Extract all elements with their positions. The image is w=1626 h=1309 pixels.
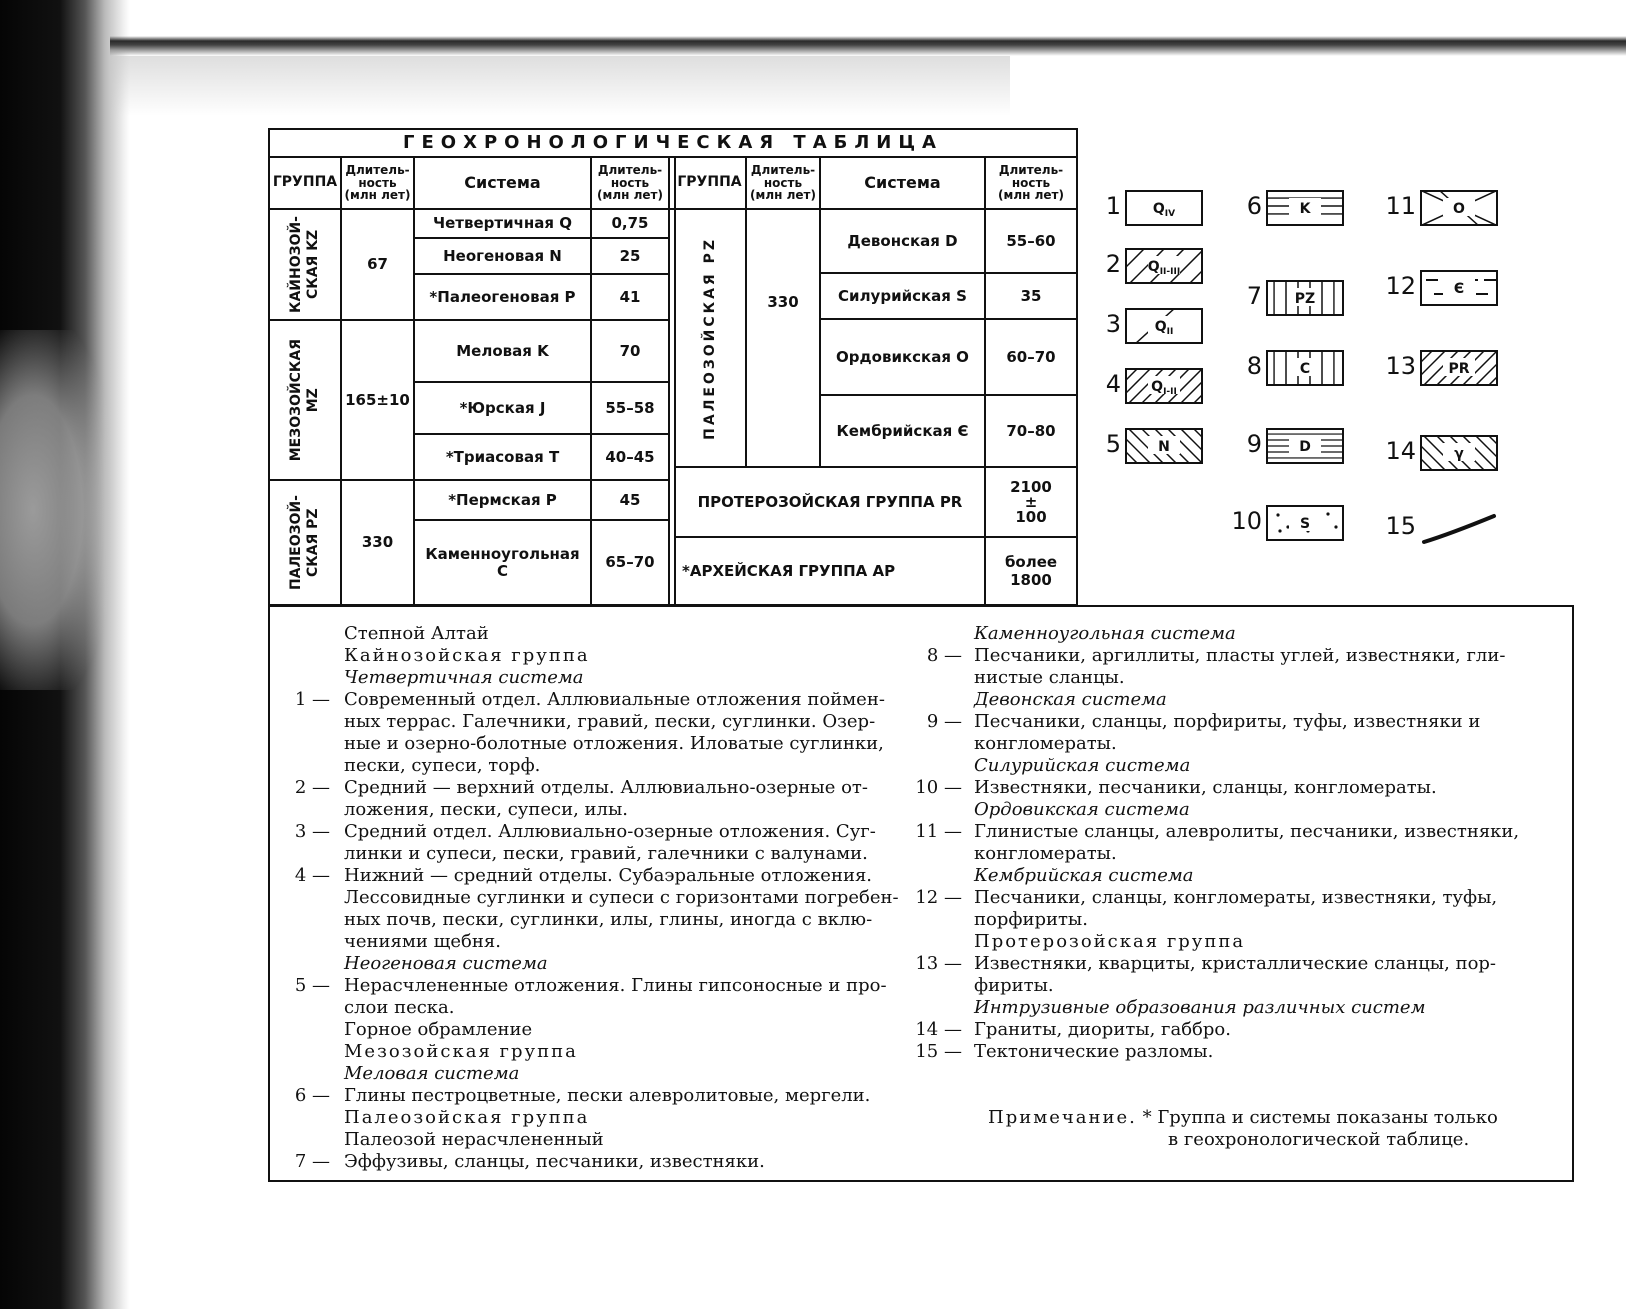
legend-line (922, 997, 1562, 1019)
legend-text: Кайнозойская группа (344, 645, 590, 666)
legend-text: Четвертичная система (344, 667, 584, 688)
legend-line (284, 777, 924, 799)
group-mesozoic-duration: 165±10 (345, 390, 410, 409)
legend-symbol-plain (1125, 190, 1203, 226)
group-mesozoic: МЕЗОЗОЙСКАЯ MZ (288, 338, 321, 462)
legend-text: Палеозойская группа (344, 1107, 590, 1128)
legend-text: Протерозойская группа (974, 931, 1246, 952)
legend-line (284, 909, 924, 931)
system-silurian: Силурийская S (838, 286, 967, 305)
legend-line (284, 1041, 924, 1063)
legend-right-column (915, 623, 1562, 1063)
group-paleozoic-left: ПАЛЕОЗОЙ- СКАЯ PZ (288, 494, 321, 591)
system-ordovician: Ордовикская O (836, 347, 969, 366)
legend-text: Девонская система (974, 689, 1167, 710)
legend-text: Глины пестроцветные, пески алевролитовые, мергели. (344, 1085, 871, 1106)
legend-text: Средний — верхний отделы. Аллювиально-озерные от- (344, 777, 868, 798)
legend-text: Интрузивные образования различных систем (974, 997, 1426, 1018)
legend-line (915, 777, 1562, 799)
legend-symbol-number: 3 (1105, 310, 1121, 338)
scan-shadow-top (110, 36, 1626, 56)
legend-line (284, 689, 924, 711)
legend-line (922, 975, 1562, 997)
legend-text: Песчаники, аргиллиты, пласты углей, известняки, гли- (974, 645, 1506, 666)
svg-text:C: C (1299, 361, 1311, 377)
legend-symbol-number: 11 (1385, 192, 1416, 220)
group-proterozoic: ПРОТЕРОЗОЙСКАЯ ГРУППА PR (697, 492, 963, 511)
legend-number: 3 — (294, 821, 330, 842)
geochronological-table (268, 128, 1078, 606)
svg-text:PZ: PZ (1294, 291, 1316, 307)
legend-line (915, 953, 1562, 975)
legend-symbol-number: 7 (1246, 282, 1262, 310)
legend-text: ных террас. Галечники, гравий, пески, суглинки. Озер- (344, 711, 876, 732)
legend-symbol-number: 14 (1385, 437, 1416, 465)
legend-number: 4 — (294, 865, 330, 886)
legend-text: Горное обрамление (344, 1019, 533, 1040)
legend-symbol-hatch-dense (1125, 368, 1203, 404)
legend-number: 12 — (915, 887, 962, 908)
legend-number: 9 — (926, 711, 962, 732)
header-duration-2: Длитель- ность (млн лет) (597, 163, 663, 203)
system-neogene: Неогеновая N (443, 246, 562, 265)
legend-text: Нерасчлененные отложения. Глины гипсоносные и про- (344, 975, 887, 996)
svg-text:QII-III: $Q_{II-III}$ (1147, 259, 1181, 277)
note-label: Примечание. (988, 1107, 1137, 1128)
legend-number: 6 — (294, 1085, 330, 1106)
system-silurian-duration: 35 (1020, 286, 1042, 305)
system-paleogene-duration: 41 (619, 287, 641, 306)
legend-text: Лессовидные суглинки и супеси с горизонтами погребен- (344, 887, 899, 908)
svg-text:D: D (1299, 439, 1311, 455)
legend-text: Граниты, диориты, габбро. (974, 1019, 1231, 1040)
legend-text: пески, супеси, торф. (344, 755, 541, 776)
legend-line (284, 755, 924, 777)
header-duration-right-2: Длитель- ность (млн лет) (998, 163, 1064, 203)
system-jurassic-duration: 55–58 (605, 398, 655, 417)
legend-line (284, 1107, 924, 1129)
svg-text:Є: Є (1453, 281, 1465, 297)
legend-text: Известняки, кварциты, кристаллические сланцы, пор- (974, 953, 1497, 974)
legend-line (922, 909, 1562, 931)
legend-line (915, 1041, 1562, 1063)
scan-smudge (0, 330, 110, 690)
legend-line (915, 887, 1562, 909)
note-line1: * Группа и системы показаны только (1142, 1107, 1498, 1128)
note-line2: в геохронологической таблице. (1168, 1129, 1470, 1150)
legend-line (922, 843, 1562, 865)
legend-line (284, 1085, 924, 1107)
scan-shadow-top-fade (110, 56, 1010, 116)
group-proterozoic-duration: 2100 ± 100 (1010, 477, 1052, 526)
svg-text:S: S (1299, 516, 1311, 532)
legend-symbol-backhatch (1125, 428, 1203, 464)
svg-text:QI-II: $Q_{I-II}$ (1151, 379, 1177, 397)
legend-symbol-vertical-lines (1266, 280, 1344, 316)
legend-text: Каменноугольная система (974, 623, 1236, 644)
legend-symbol-number: 12 (1385, 272, 1416, 300)
legend-symbol-number: 9 (1246, 430, 1262, 458)
legend-text: Глинистые сланцы, алевролиты, песчаники, известняки, (974, 821, 1520, 842)
system-carboniferous: Каменноугольная C (425, 545, 580, 580)
header-system-right: Система (864, 173, 941, 193)
system-cambrian: Кембрийская Є (836, 421, 969, 440)
legend-text: Силурийская система (974, 755, 1191, 776)
system-neogene-duration: 25 (619, 246, 641, 265)
legend-number: 7 — (294, 1151, 330, 1172)
legend-symbol-cross (1420, 190, 1498, 226)
legend-text: Меловая система (344, 1063, 520, 1084)
legend-line (284, 1151, 924, 1173)
system-cretaceous: Меловая K (456, 341, 549, 360)
header-group-right: ГРУППА (677, 174, 742, 191)
legend-line (922, 931, 1562, 953)
header-duration-right: Длитель- ность (млн лет) (750, 163, 816, 203)
legend-text: линки и супеси, пески, гравий, галечники с валунами. (344, 843, 868, 864)
svg-text:γ: γ (1454, 446, 1464, 462)
legend-line (284, 667, 924, 689)
legend-line (922, 667, 1562, 689)
system-permian: *Пермская P (448, 490, 557, 509)
legend-text: Песчаники, сланцы, порфириты, туфы, известняки и (974, 711, 1481, 732)
legend-line (284, 1063, 924, 1085)
legend-text: чениями щебня. (344, 931, 501, 952)
legend-symbol-number: 5 (1105, 430, 1121, 458)
system-ordovician-duration: 60–70 (1006, 347, 1056, 366)
group-paleozoic-right: ПАЛЕОЗОЙСКАЯ PZ (702, 236, 719, 440)
legend-number: 15 — (915, 1041, 962, 1062)
legend-symbol-number: 13 (1385, 352, 1416, 380)
group-cenozoic-duration: 67 (367, 255, 388, 274)
legend-text: ные и озерно-болотные отложения. Иловатые суглинки, (344, 733, 884, 754)
legend-line (284, 821, 924, 843)
legend-line (284, 865, 924, 887)
legend-text: фириты. (974, 975, 1054, 996)
header-duration: Длитель- ность (млн лет) (344, 163, 411, 203)
legend-line (922, 623, 1562, 645)
header-group: ГРУППА (272, 174, 338, 191)
legend-number: 1 — (294, 689, 330, 710)
legend-line (284, 733, 924, 755)
group-cenozoic: КАЙНОЗОЙ- СКАЯ KZ (288, 216, 321, 313)
legend-symbol-number: 8 (1246, 352, 1262, 380)
legend-line (284, 997, 924, 1019)
system-jurassic: *Юрская J (459, 398, 546, 417)
legend-line (284, 1019, 924, 1041)
legend-symbol-number: 1 (1105, 192, 1121, 220)
legend-symbol-number: 2 (1105, 250, 1121, 278)
system-devonian-duration: 55–60 (1006, 231, 1056, 250)
table-title: ГЕОХРОНОЛОГИЧЕСКАЯ ТАБЛИЦА (270, 130, 1076, 158)
legend-symbol-number: 15 (1385, 512, 1416, 540)
legend-text: Ордовикская система (974, 799, 1190, 820)
legend-line (922, 711, 1562, 733)
legend-line (915, 821, 1562, 843)
system-triassic-duration: 40–45 (605, 447, 655, 466)
legend-text: Средний отдел. Аллювиально-озерные отложения. Суг- (344, 821, 876, 842)
legend-number: 14 — (915, 1019, 962, 1040)
legend-text: Нижний — средний отделы. Субаэральные отложения. (344, 865, 873, 886)
legend-symbol-double-lines (1266, 190, 1344, 226)
legend-symbol-dots (1266, 505, 1344, 541)
note (988, 1107, 1568, 1151)
legend-text: порфириты. (974, 909, 1088, 930)
legend-symbol-number: 6 (1246, 192, 1262, 220)
system-quaternary-duration: 0,75 (611, 214, 649, 233)
legend-text: Мезозойская группа (344, 1041, 578, 1062)
legend-line (284, 1129, 924, 1151)
legend-text: слои песка. (344, 997, 455, 1018)
legend-number: 5 — (294, 975, 330, 996)
legend-text: Эффузивы, сланцы, песчаники, известняки. (344, 1151, 765, 1172)
system-cretaceous-duration: 70 (619, 341, 641, 360)
system-quaternary: Четвертичная Q (433, 214, 572, 233)
system-devonian: Девонская D (847, 231, 958, 250)
legend-symbol-fault-line (1420, 510, 1498, 546)
legend-line (915, 1019, 1562, 1041)
system-cambrian-duration: 70–80 (1006, 421, 1056, 440)
legend-line (922, 799, 1562, 821)
legend-number: 2 — (294, 777, 330, 798)
legend-line (284, 931, 924, 953)
legend-line (284, 645, 924, 667)
group-paleozoic-left-duration: 330 (361, 533, 394, 552)
header-system: Система (464, 173, 541, 193)
legend-line (284, 711, 924, 733)
legend-text: конгломераты. (974, 843, 1117, 864)
legend-symbol-hatch-sparse (1125, 248, 1203, 284)
legend-line (284, 843, 924, 865)
legend-symbol-dashes (1420, 270, 1498, 306)
system-permian-duration: 45 (619, 490, 641, 509)
legend-line (922, 733, 1562, 755)
legend-text: Современный отдел. Аллювиальные отложения поймен- (344, 689, 885, 710)
legend-line (922, 865, 1562, 887)
legend-left-column (284, 623, 924, 1173)
system-triassic: *Триасовая T (445, 447, 560, 466)
legend-symbol-vertical-lines (1266, 350, 1344, 386)
legend-symbol-number: 10 (1231, 507, 1262, 535)
legend-text: Песчаники, сланцы, конгломераты, известняки, туфы, (974, 887, 1498, 908)
legend-symbol-hatch-dense (1420, 350, 1498, 386)
legend-text: нистые сланцы. (974, 667, 1125, 688)
legend-line (922, 645, 1562, 667)
legend-line (284, 799, 924, 821)
svg-text:O: O (1453, 201, 1465, 217)
group-archean: *АРХЕЙСКАЯ ГРУППА AP (682, 561, 896, 580)
group-archean-duration: более 1800 (1004, 553, 1058, 589)
legend-text: Палеозой нерасчлененный (344, 1129, 604, 1150)
legend-number: 13 — (915, 953, 962, 974)
legend-text: конгломераты. (974, 733, 1117, 754)
legend-symbol-backhatch (1420, 435, 1498, 471)
legend-line (284, 887, 924, 909)
legend-text: Степной Алтай (344, 623, 489, 644)
legend-symbol-hatch-single (1125, 308, 1203, 344)
legend-number: 11 — (915, 821, 962, 842)
legend-text: ных почв, пески, суглинки, илы, глины, иногда с вклю- (344, 909, 873, 930)
svg-text:N: N (1158, 439, 1170, 455)
svg-text:QII: $Q_{II}$ (1154, 319, 1174, 337)
svg-text:PR: PR (1448, 361, 1470, 377)
legend-line (922, 755, 1562, 777)
legend-symbol-number: 4 (1105, 370, 1121, 398)
legend-symbol-horizontal-lines (1266, 428, 1344, 464)
system-carboniferous-duration: 65–70 (605, 553, 655, 572)
legend-line (284, 623, 924, 645)
legend-text: ложения, пески, супеси, илы. (344, 799, 629, 820)
legend-line (284, 953, 924, 975)
legend-explanation (268, 605, 1574, 1182)
legend-number: 8 — (926, 645, 962, 666)
group-paleozoic-right-duration: 330 (767, 293, 799, 311)
legend-text: Известняки, песчаники, сланцы, конгломераты. (974, 777, 1437, 798)
legend-text: Кембрийская система (974, 865, 1194, 886)
legend-text: Неогеновая система (344, 953, 548, 974)
svg-text:QIV: $Q_{IV}$ (1152, 201, 1176, 219)
legend-number: 10 — (915, 777, 962, 798)
system-paleogene: *Палеогеновая P (429, 287, 576, 306)
legend-line (284, 975, 924, 997)
legend-line (922, 689, 1562, 711)
legend-text: Тектонические разломы. (974, 1041, 1214, 1062)
svg-text:K: K (1299, 201, 1311, 217)
